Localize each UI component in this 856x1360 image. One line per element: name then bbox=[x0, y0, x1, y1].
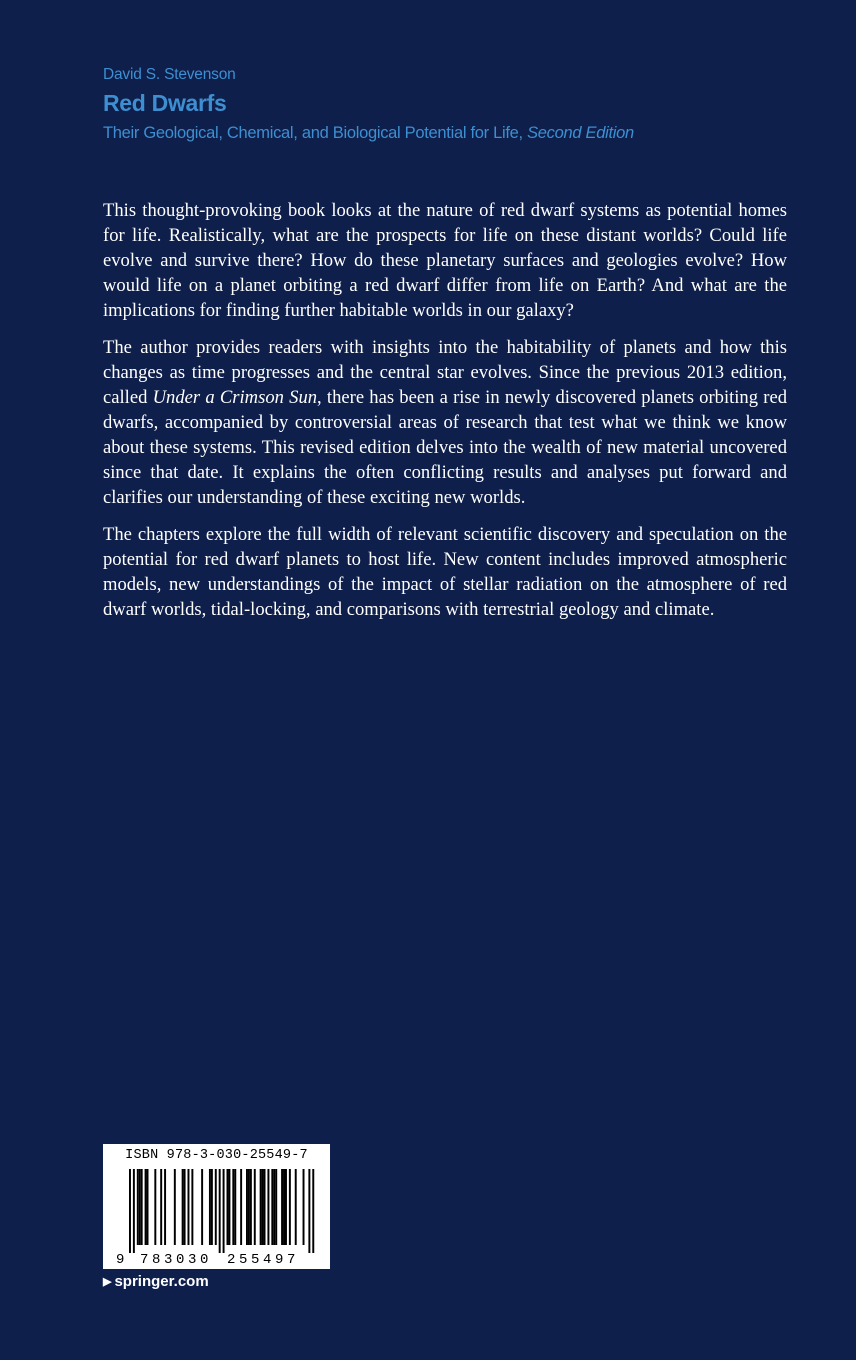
blurb-paragraph-3: The chapters explore the full width of relevant scientific discovery and speculation on the potential for red dwarf planets to host life. New content includes improved atmospheric models, new understandings of the impact of stellar radiation on the atmosphere of red dwarf worlds, tidal-locking, and comparisons with terrestrial geology and climate. bbox=[103, 524, 787, 620]
barcode-bar bbox=[188, 1169, 190, 1245]
barcode-bar bbox=[141, 1169, 143, 1245]
barcode-bar bbox=[154, 1169, 156, 1245]
barcode-bar bbox=[260, 1169, 262, 1245]
barcode-bar bbox=[219, 1169, 221, 1253]
p2-before: The author provides readers with insights into the habitability of planets and how this changes as time progresses and the central star evolves. Since the previous 2013 edition, called bbox=[103, 337, 787, 408]
barcode-bar bbox=[264, 1169, 266, 1245]
barcode-bar bbox=[184, 1169, 186, 1245]
subtitle-main: Their Geological, Chemical, and Biological Potential for Life, bbox=[103, 124, 523, 142]
barcode-bar bbox=[271, 1169, 273, 1245]
barcode-bar bbox=[283, 1169, 285, 1245]
barcode-bar bbox=[295, 1169, 297, 1245]
barcode-bar bbox=[223, 1169, 225, 1253]
barcode-bar bbox=[228, 1169, 230, 1245]
barcode-bar bbox=[308, 1169, 310, 1253]
previous-edition-title: Under a Crimson Sun bbox=[152, 387, 318, 408]
barcode-bar bbox=[250, 1169, 252, 1245]
barcode-bar bbox=[246, 1169, 248, 1245]
barcode-bar bbox=[139, 1169, 141, 1245]
barcode-bar bbox=[182, 1169, 184, 1245]
barcode-bar bbox=[164, 1169, 166, 1245]
barcode-bar bbox=[248, 1169, 250, 1245]
cover-header bbox=[103, 64, 803, 146]
barcode-bar bbox=[232, 1169, 234, 1245]
barcode-bar bbox=[303, 1169, 305, 1245]
isbn-barcode bbox=[103, 1144, 330, 1269]
barcode-digits-right: 255497 bbox=[227, 1252, 300, 1268]
blurb-paragraph-1: This thought-provoking book looks at the nature of red dwarf systems as potential homes for life. Realistically, what are the prospects for life on these distant worlds? Could life evolve and survive there? How do these planetary surfaces and geologies evolve? How would life on a planet orbiting a red dwarf differ from life on Earth? And what are the implications for finding further habitable worlds in our galaxy? bbox=[103, 200, 787, 321]
barcode-bar bbox=[129, 1169, 131, 1253]
barcode-bar bbox=[227, 1169, 229, 1245]
blurb-paragraph-2 bbox=[103, 335, 787, 510]
barcode-bar bbox=[215, 1169, 217, 1245]
barcode-bar bbox=[254, 1169, 256, 1245]
barcode-bar bbox=[191, 1169, 193, 1245]
barcode-bar bbox=[201, 1169, 203, 1245]
book-subtitle bbox=[103, 120, 803, 146]
subtitle-edition: Second Edition bbox=[527, 124, 634, 142]
barcode-bar bbox=[234, 1169, 236, 1245]
barcode-bar bbox=[240, 1169, 242, 1245]
barcode-bar bbox=[281, 1169, 283, 1245]
barcode-bar bbox=[160, 1169, 162, 1245]
publisher-link-text[interactable]: springer.com bbox=[114, 1273, 209, 1290]
publisher-link[interactable] bbox=[103, 1273, 209, 1290]
barcode-bar bbox=[285, 1169, 287, 1245]
isbn-label: ISBN 978-3-030-25549-7 bbox=[125, 1148, 308, 1163]
barcode-bar bbox=[137, 1169, 139, 1245]
barcode-bar bbox=[312, 1169, 314, 1253]
barcode-bar bbox=[289, 1169, 291, 1245]
barcode-bar bbox=[133, 1169, 135, 1253]
barcode-digits-left: 783030 bbox=[140, 1252, 213, 1268]
author-name: David S. Stevenson bbox=[103, 66, 236, 83]
blurb bbox=[103, 198, 787, 634]
barcode-digit-first: 9 bbox=[116, 1252, 125, 1268]
barcode-bar bbox=[209, 1169, 211, 1245]
barcode-bar bbox=[273, 1169, 275, 1245]
play-arrow-icon: ▶ bbox=[103, 1276, 112, 1288]
barcode-bar bbox=[174, 1169, 176, 1245]
barcode-graphic bbox=[103, 1144, 330, 1269]
barcode-bar bbox=[145, 1169, 147, 1245]
barcode-bar bbox=[267, 1169, 269, 1245]
barcode-bar bbox=[147, 1169, 149, 1245]
barcode-bar bbox=[211, 1169, 213, 1245]
barcode-bar bbox=[262, 1169, 264, 1245]
book-title: Red Dwarfs bbox=[103, 90, 227, 116]
p2-after: , there has been a rise in newly discovered planets orbiting red dwarfs, accompanied by controversial areas of research that test what we think we know about these systems. This revised edition delves into the wealth of new material uncovered since that date. It explains the often conflicting results and analyses put forward and clarifies our understanding of these exciting new worlds. bbox=[103, 387, 787, 508]
barcode-bar bbox=[275, 1169, 277, 1245]
